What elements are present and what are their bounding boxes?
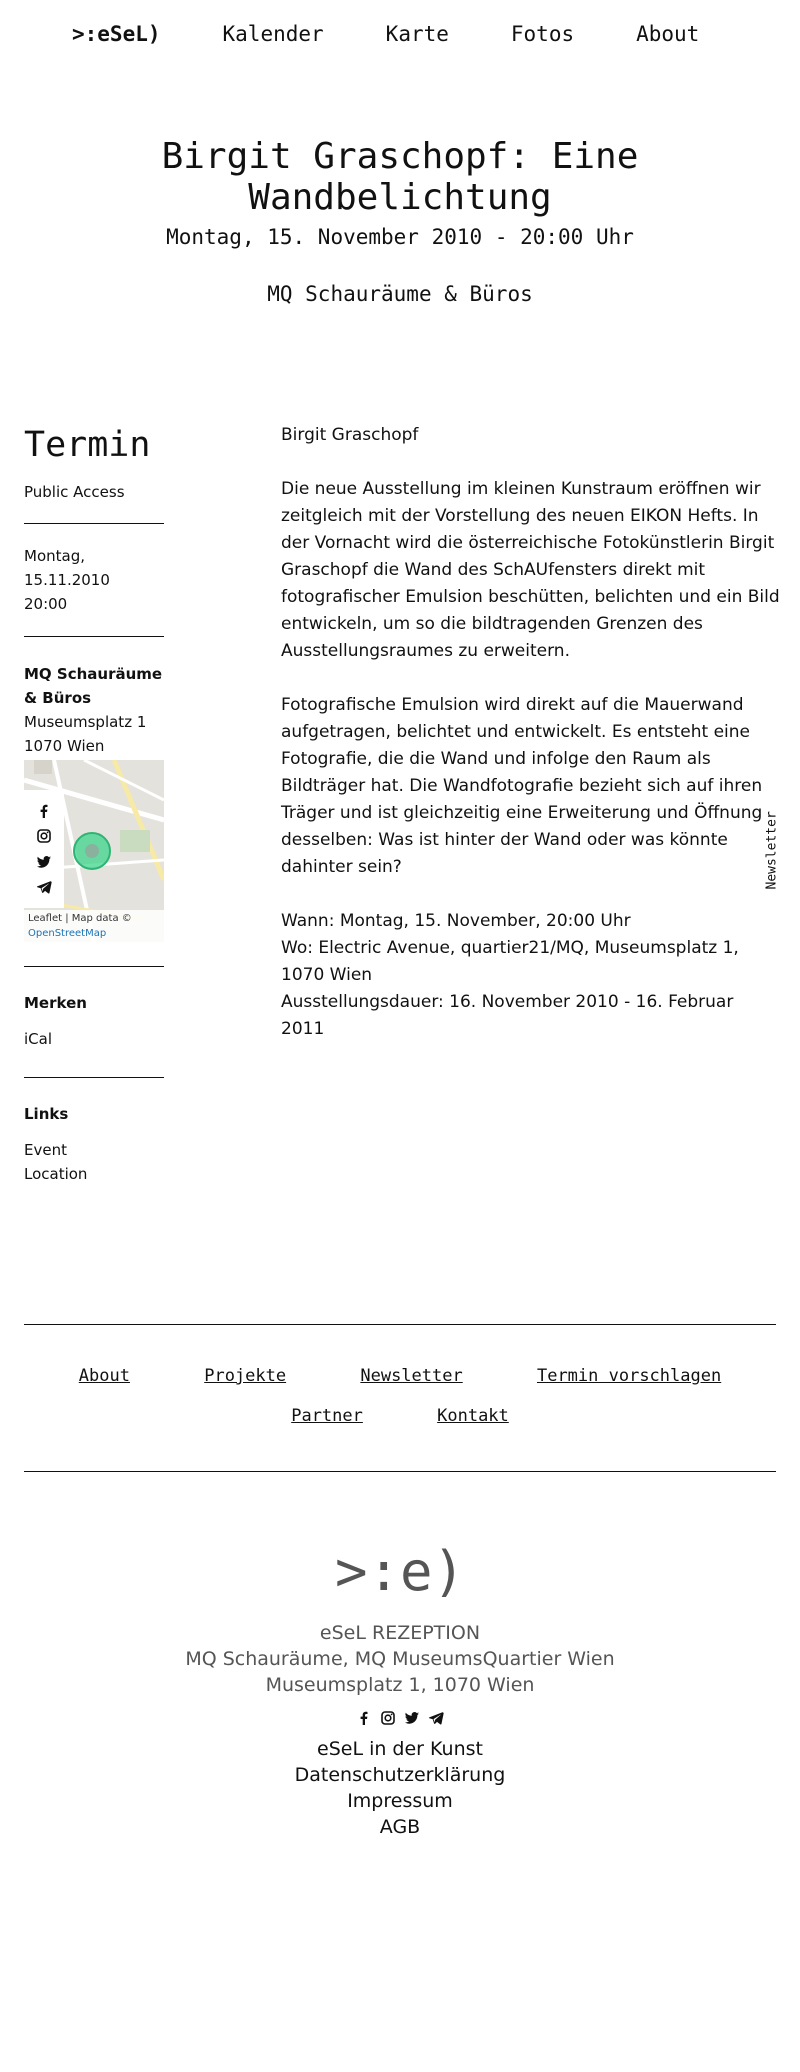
- divider: [24, 966, 164, 967]
- footer-address: [0, 1620, 800, 1698]
- top-navigation: [72, 22, 761, 46]
- ical-link[interactable]: iCal: [24, 1030, 53, 1048]
- footer-link-kontakt[interactable]: Kontakt: [437, 1406, 509, 1426]
- map-social-strip: [24, 790, 64, 908]
- location-map[interactable]: [24, 760, 164, 942]
- event-duration: Ausstellungsdauer: 16. November 2010 - 16. Februar 2011: [281, 992, 734, 1039]
- newsletter-tab-label: Newsletter: [764, 811, 780, 890]
- telegram-icon[interactable]: [428, 1710, 444, 1726]
- footer-address-line-1: MQ Schauräume, MQ MuseumsQuartier Wien: [185, 1648, 615, 1670]
- event-description: [281, 422, 781, 1043]
- instagram-icon[interactable]: [380, 1710, 396, 1726]
- footer-logo: >:e): [334, 1540, 466, 1603]
- newsletter-tab[interactable]: [762, 812, 782, 892]
- facebook-icon[interactable]: [356, 1710, 372, 1726]
- event-link[interactable]: Event: [24, 1141, 67, 1159]
- sidebar-date: Montag, 15.11.2010: [24, 547, 110, 589]
- description-paragraph-1: Die neue Ausstellung im kleinen Kunstraum eröffnen wir zeitgleich mit der Vorstellung des neuen EIKON Hefts. In der Vornacht wird die österreichische Fotokünstlerin Birgit Graschopf die Wand des SchAUfensters direkt mit fotografischer Emulsion beschütten, belichten und ein Bild entwickeln, um so die bildtragenden Grenzen des Ausstellungsraumes zu erweitern.: [281, 479, 780, 661]
- footer-link-datenschutz[interactable]: Datenschutzerklärung: [294, 1764, 506, 1786]
- nav-link-karte[interactable]: Karte: [385, 22, 449, 46]
- event-when: Wann: Montag, 15. November, 20:00 Uhr: [281, 911, 631, 931]
- divider: [24, 636, 164, 637]
- event-sidebar: [24, 424, 164, 758]
- footer-link-impressum[interactable]: Impressum: [347, 1790, 453, 1812]
- osm-link[interactable]: OpenStreetMap: [28, 928, 107, 939]
- sidebar-street: Museumsplatz 1: [24, 713, 147, 731]
- nav-link-fotos[interactable]: Fotos: [510, 22, 575, 46]
- footer-link-partner[interactable]: Partner: [291, 1406, 363, 1426]
- twitter-icon[interactable]: [36, 854, 52, 870]
- termin-heading: Termin: [24, 425, 151, 465]
- footer-link-esel-in-der-kunst[interactable]: eSeL in der Kunst: [317, 1738, 483, 1760]
- sidebar-city: 1070 Wien: [24, 737, 105, 755]
- site-logo[interactable]: >:eSeL): [72, 22, 161, 46]
- event-venue: MQ Schauräume & Büros: [267, 282, 533, 306]
- footer-link-agb[interactable]: AGB: [379, 1816, 421, 1838]
- map-attribution: [24, 910, 164, 942]
- facebook-icon[interactable]: [36, 803, 52, 819]
- instagram-icon[interactable]: [36, 828, 52, 844]
- footer-link-newsletter[interactable]: Newsletter: [360, 1366, 463, 1386]
- divider: [24, 523, 164, 524]
- footer-links: [0, 1736, 800, 1840]
- footer-divider-bottom: [24, 1471, 776, 1472]
- sidebar-venue-name: MQ Schauräume & Büros: [24, 665, 163, 707]
- artist-name: Birgit Graschopf: [281, 425, 419, 445]
- footer-nav-row-2: [0, 1406, 800, 1426]
- footer-nav-row-1: [0, 1366, 800, 1386]
- links-label: Links: [24, 1105, 69, 1123]
- nav-link-about[interactable]: About: [636, 22, 700, 46]
- footer-address-line-2: Museumsplatz 1, 1070 Wien: [265, 1674, 535, 1696]
- nav-link-kalender[interactable]: Kalender: [222, 22, 324, 46]
- footer-divider-top: [24, 1324, 776, 1325]
- telegram-icon[interactable]: [36, 879, 52, 895]
- footer-social-icons: [0, 1710, 800, 1726]
- divider: [24, 1077, 164, 1078]
- description-paragraph-2: Fotografische Emulsion wird direkt auf die Mauerwand aufgetragen, belichtet und entwickelt. Es entsteht eine Fotografie, die die Wand und infolge den Raum als Bildträger hat. Die Wandfotografie bezieht sich auf ihren Träger und ist gleichzeitig eine Erweiterung und Öffnung desselben: Was ist hinter der Wand oder was könnte dahinter sein?: [281, 695, 763, 877]
- sidebar-time: 20:00: [24, 595, 68, 613]
- merken-label: Merken: [24, 994, 87, 1012]
- event-datetime: Montag, 15. November 2010 - 20:00 Uhr: [166, 225, 634, 249]
- map-attribution-prefix: Leaflet | Map data ©: [28, 913, 132, 924]
- location-link[interactable]: Location: [24, 1165, 88, 1183]
- footer-link-about[interactable]: About: [78, 1366, 130, 1386]
- sidebar-actions: [24, 966, 164, 1186]
- event-where: Wo: Electric Avenue, quartier21/MQ, Museumsplatz 1, 1070 Wien: [281, 938, 739, 985]
- event-title: Birgit Graschopf: Eine Wandbelichtung: [161, 136, 639, 218]
- footer-link-termin-vorschlagen[interactable]: Termin vorschlagen: [536, 1366, 722, 1386]
- access-label: Public Access: [24, 483, 125, 501]
- twitter-icon[interactable]: [404, 1710, 420, 1726]
- footer-org: eSeL REZEPTION: [319, 1622, 481, 1644]
- footer-link-projekte[interactable]: Projekte: [204, 1366, 287, 1386]
